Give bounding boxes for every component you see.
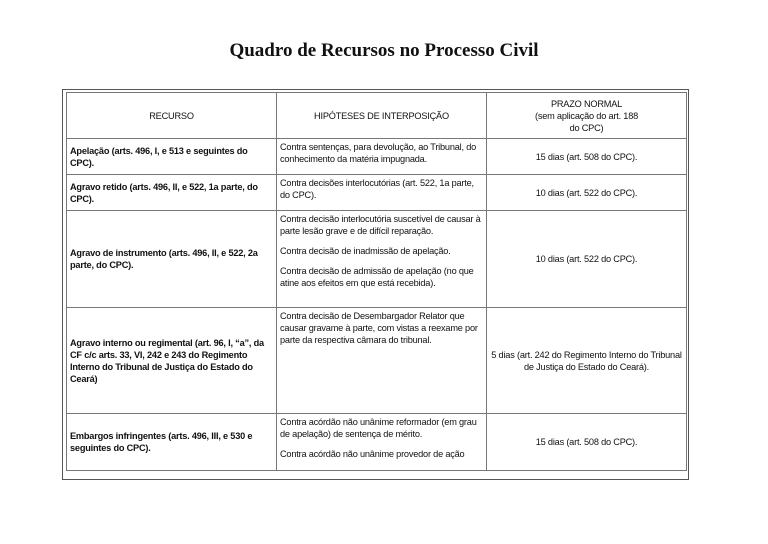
table-row [67, 211, 687, 308]
prazo-cell: 10 dias (art. 522 do CPC). [487, 211, 687, 308]
hipotese-text: Contra decisão interlocutória suscetível de causar à parte lesão grave e de difícil reparação. [280, 214, 481, 236]
hipotese-text: Contra decisão de admissão de apelação (no que atine aos efeitos em que está recebida). [280, 266, 474, 288]
header-recurso: RECURSO [67, 93, 277, 139]
hipoteses-cell [277, 139, 487, 175]
header-prazo-line3: do CPC) [569, 122, 604, 133]
recurso-cell: Agravo de instrumento (arts. 496, II, e 522, 2a parte, do CPC). [67, 211, 277, 308]
hipotese-text: Contra acórdão não unânime reformador (em grau de apelação) de sentença de mérito. [280, 417, 477, 439]
hipoteses-cell [277, 211, 487, 308]
recurso-cell: Apelação (arts. 496, I, e 513 e seguintes do CPC). [67, 139, 277, 175]
prazo-cell: 15 dias (art. 508 do CPC). [487, 139, 687, 175]
prazo-cell: 10 dias (art. 522 do CPC). [487, 175, 687, 211]
hipotese-text: Contra acórdão não unânime provedor de ação [280, 449, 465, 459]
hipotese-text: Contra decisão de inadmissão de apelação. [280, 246, 451, 256]
hipotese-text: Contra decisão de Desembargador Relator que causar gravame à parte, com vistas a reexame por parte da respectiva câmara do tribunal. [280, 311, 478, 345]
header-prazo-line2: (sem aplicação do art. 188 [534, 110, 639, 121]
recurso-cell: Agravo retido (arts. 496, II, e 522, 1a parte, do CPC). [67, 175, 277, 211]
header-prazo-line1: PRAZO NORMAL [550, 98, 623, 109]
hipoteses-clip [280, 416, 483, 468]
recurso-cell: Embargos infringentes (arts. 496, III, e 530 e seguintes do CPC). [67, 414, 277, 471]
recursos-table [66, 92, 687, 471]
table-header-row [67, 93, 687, 139]
prazo-cell: 5 dias (art. 242 do Regimento Interno do Tribunal de Justiça do Estado do Ceará). [487, 308, 687, 414]
prazo-cell: 15 dias (art. 508 do CPC). [487, 414, 687, 471]
header-prazo [487, 93, 687, 139]
table-row [67, 308, 687, 414]
table-row [67, 414, 687, 471]
page-title: Quadro de Recursos no Processo Civil [229, 40, 539, 61]
table-row [67, 175, 687, 211]
hipotese-text: Contra decisões interlocutórias (art. 522, 1a parte, do CPC). [280, 178, 474, 200]
recurso-cell: Agravo interno ou regimental (art. 96, I, “a”, da CF c/c arts. 33, VI, 242 e 243 do Regimento Interno do Tribunal de Justiça do Estado do Ceará) [67, 308, 277, 414]
header-hipoteses: HIPÓTESES DE INTERPOSIÇÃO [277, 93, 487, 139]
hipoteses-cell [277, 175, 487, 211]
hipotese-text: Contra sentenças, para devolução, ao Tribunal, do conhecimento da matéria impugnada. [280, 142, 477, 164]
hipoteses-cell [277, 308, 487, 414]
hipoteses-cell [277, 414, 487, 471]
table-row [67, 139, 687, 175]
